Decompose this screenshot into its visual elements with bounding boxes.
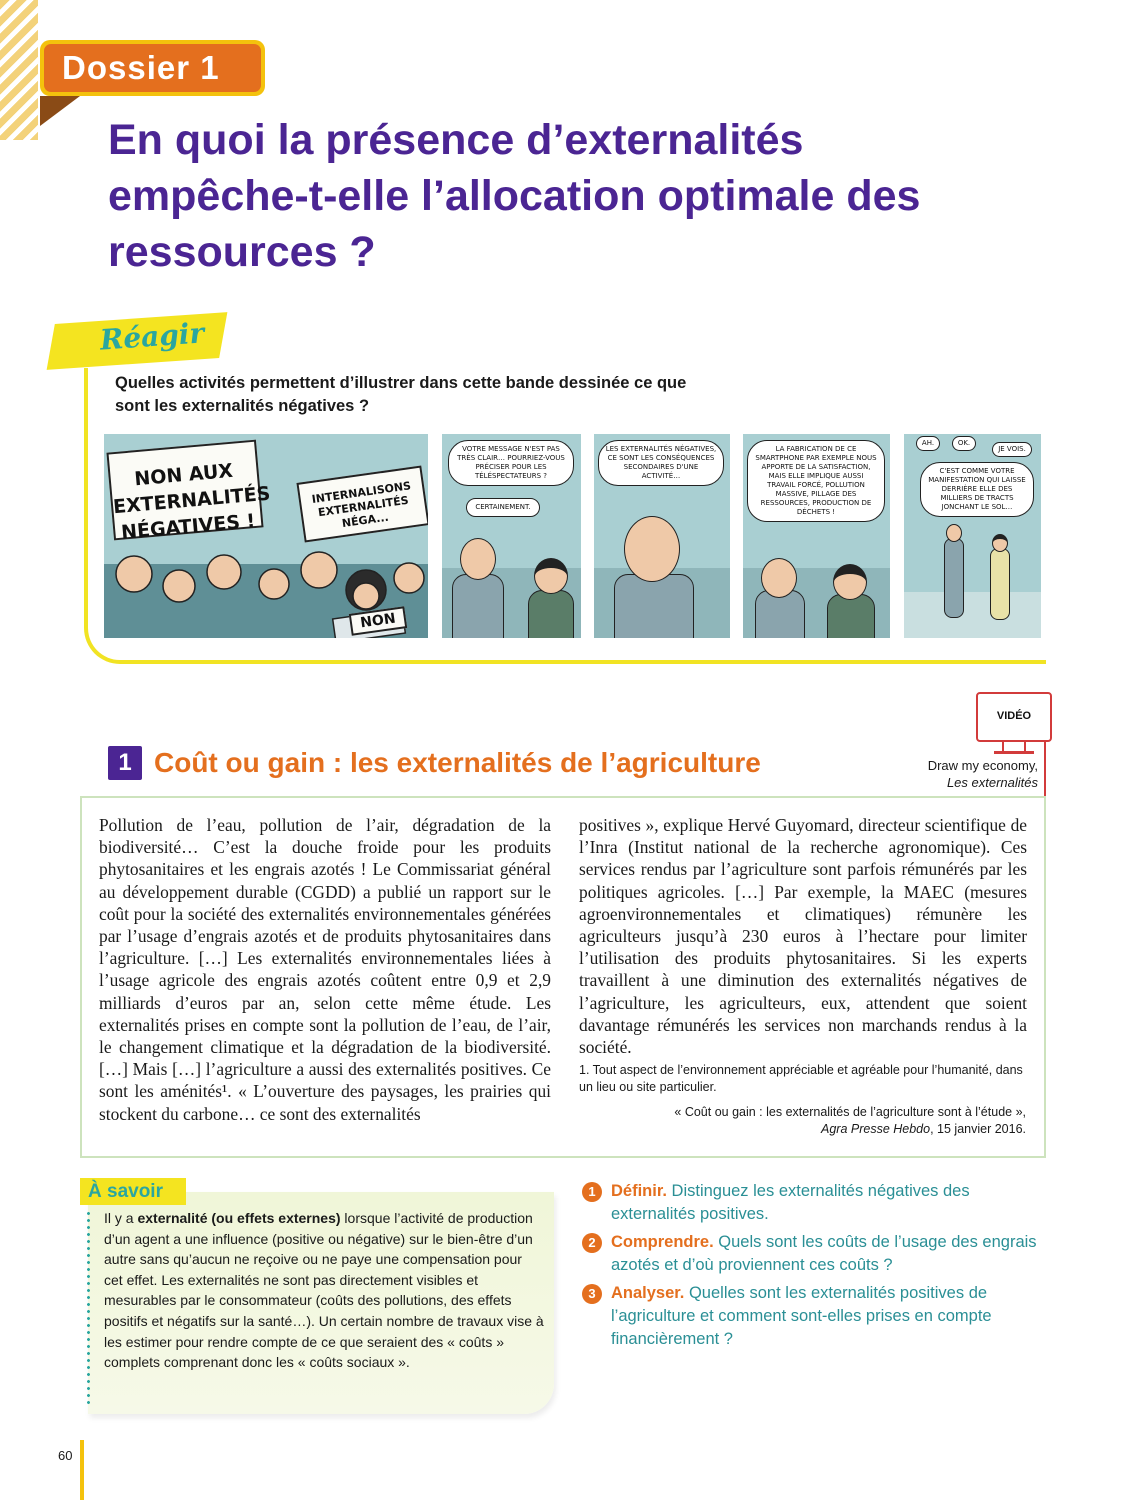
- reagir-label: Réagir: [98, 316, 206, 357]
- question-number-badge: 3: [582, 1284, 602, 1304]
- interviewee-head: [761, 558, 797, 598]
- speech-bubble: LES EXTERNALITÉS NÉGATIVES, CE SONT LES CONSÉQUENCES SECONDAIRES D'UNE ACTIVITÉ…: [598, 440, 724, 486]
- savoir-text: [104, 1208, 544, 1373]
- video-caption-subtitle: Les externalités: [946, 775, 1038, 790]
- dossier-tag: [40, 40, 265, 96]
- interviewee-figure: [452, 574, 504, 638]
- journalist-head: [992, 534, 1008, 552]
- page-number: 60: [58, 1448, 73, 1463]
- question-label: Analyser.: [611, 1284, 685, 1302]
- reagir-question: Quelles activités permettent d’illustrer dans cette bande dessinée ce que sont les externalités négatives ?: [115, 374, 687, 415]
- comic-panel-3: [594, 434, 730, 638]
- decorative-stripes: [0, 0, 38, 140]
- interviewee-head: [946, 524, 962, 542]
- question-text: Quels sont les coûts de l’usage des engrais azotés et d’où proviennent ces coûts ?: [611, 1233, 1037, 1274]
- question-number-badge: 2: [582, 1233, 602, 1253]
- interviewee-figure: [944, 538, 964, 618]
- savoir-dotted-line: [87, 1210, 90, 1406]
- document-column-2: positives », explique Hervé Guyomard, directeur scientifique de l’Inra (Institut national de la recherche agronomique). Ces services rendus par l’agriculture sont parfois rémunérés par les politiques agricoles. […] Par exemple, la MAEC (mesures agroenvironnementales et climatiques) rémunère les agriculteurs jusqu’à 230 euros à l’hectare pour limiter l’utilisation des produits phytosanitaires. Si les experts travaillent à une diminution des externalités négatives de l’agriculture, les agriculteurs, eux, attendent que soient davantage rémunérés les services non marchands rendus à la société.: [579, 815, 1027, 1058]
- footnote: 1. Tout aspect de l’environnement appréciable et agréable pour l’humanité, dans un lieu ou site particulier.: [579, 1063, 1023, 1094]
- section-number: 1: [108, 746, 142, 780]
- section-title: Coût ou gain : les externalités de l’agriculture: [154, 747, 761, 778]
- interviewee-head: [460, 538, 496, 580]
- journalist-head: [534, 558, 568, 594]
- journalist-figure: [827, 594, 875, 638]
- interviewee-figure: [614, 574, 694, 638]
- speech-bubble: CERTAINEMENT.: [466, 498, 540, 517]
- source-date: , 15 janvier 2016.: [930, 1122, 1026, 1136]
- savoir-term: externalité (ou effets externes): [137, 1210, 341, 1226]
- question-label: Comprendre.: [611, 1233, 714, 1251]
- panel-floor: [904, 592, 1041, 638]
- video-caption[interactable]: [880, 757, 1038, 791]
- speech-bubble: VOTRE MESSAGE N'EST PAS TRÈS CLAIR… POURRIEZ-VOUS PRÉCISER POUR LES TÉLÉSPECTATEURS ?: [448, 440, 574, 486]
- speech-bubble: OK.: [952, 436, 976, 451]
- video-connector-line: [1044, 742, 1046, 802]
- savoir-body: lorsque l’activité de production d’un agent a une influence (positive ou négative) sur le bien-être d’un autre sans qu’aucun ne reçoive ou ne paye une compensation pour cet effet. Les externalités ne sont pas directement visibles et mesurables par le consommateur (coûts des pollutions, des effets positifs et négatifs sur la santé…). Un certain nombre de travaux vise à les estimer pour rendre compte de ce que seraient des « coûts » complets comprenant donc les « coûts sociaux ».: [104, 1210, 544, 1371]
- protest-sign-3: NON: [349, 606, 408, 636]
- question-3: [582, 1282, 1052, 1351]
- question-1: [582, 1180, 1052, 1226]
- dossier-tag-fold: [40, 96, 80, 126]
- page-number-bar: [80, 1440, 84, 1500]
- video-icon-base: [994, 751, 1034, 754]
- journalist-figure: [528, 590, 574, 638]
- source-title: « Coût ou gain : les externalités de l’agriculture sont à l’étude »,: [674, 1105, 1026, 1119]
- page-title: En quoi la présence d’externalités empêche-t-elle l’allocation optimale des ressources ?: [108, 116, 921, 276]
- comic-panel-1: [104, 434, 428, 638]
- savoir-intro: Il y a: [104, 1210, 138, 1226]
- journalist-figure: [990, 548, 1010, 620]
- question-label: Définir.: [611, 1182, 667, 1200]
- document-column-1: Pollution de l’eau, pollution de l’air, dégradation de la biodiversité… C’est la douche froide pour les produits phytosanitaires et les engrais azotés ! Le Commissariat général au développement durable (CGDD) a publié un rapport sur le coût pour la société des externalités environnementales générées par l’usage d’engrais azotés et de produits phytosanitaires dans l’agriculture. […] Les externalités environnementales liées à l’usage agricole des engrais azotés coûtent entre 0,9 et 2,9 milliards d’euros par an, selon cette même étude. Les externalités prises en compte sont la pollution de l’eau, de l’air, le changement climatique et la dégradation de la biodiversité. […] Mais […] l’agriculture a aussi des externalités positives. Ce sont les aménités¹. « L’ouverture des paysages, les prairies qui stockent du carbone… ce sont des externalités: [99, 815, 551, 1124]
- speech-bubble: C'EST COMME VOTRE MANIFESTATION QUI LAISSE DERRIÈRE ELLE DES MILLIERS DE TRACTS JONCHANT LE SOL…: [920, 462, 1034, 517]
- comic-panel-4: [743, 434, 890, 638]
- question-2: [582, 1231, 1052, 1277]
- document-text-box: [80, 796, 1046, 1158]
- speech-bubble: AH.: [916, 436, 940, 451]
- video-icon[interactable]: [976, 692, 1052, 742]
- savoir-label: À savoir: [80, 1178, 186, 1205]
- journalist-head: [833, 564, 867, 600]
- source-citation: [626, 1104, 1026, 1138]
- video-caption-title: Draw my economy,: [927, 758, 1038, 773]
- speech-bubble: LA FABRICATION DE CE SMARTPHONE PAR EXEMPLE NOUS APPORTE DE LA SATISFACTION, MAIS ELLE IMPLIQUE AUSSI TRAVAIL FORCÉ, POLLUTION MASSIVE, PILLAGE DES RESSOURCES, PRODUCTION DE DÉCHETS !: [747, 440, 885, 522]
- protest-sign-1: NON AUX EXTERNALITÉS NÉGATIVES !: [106, 440, 263, 541]
- comic-panel-2: [442, 434, 581, 638]
- question-text: Quelles sont les externalités positives de l’agriculture et comment sont-elles prises en compte financièrement ?: [611, 1284, 992, 1348]
- speech-bubble: JE VOIS.: [992, 442, 1032, 457]
- interviewee-head: [624, 516, 680, 582]
- protest-sign-2: INTERNALISONS EXTERNALITÉS NÉGA...: [296, 466, 428, 543]
- dossier-label: Dossier 1: [44, 44, 261, 92]
- question-text: Distinguez les externalités négatives des externalités positives.: [611, 1182, 970, 1223]
- video-badge: VIDÉO: [996, 710, 1032, 722]
- source-publication: Agra Presse Hebdo: [821, 1122, 931, 1136]
- question-number-badge: 1: [582, 1182, 602, 1202]
- comic-panel-5: [904, 434, 1041, 638]
